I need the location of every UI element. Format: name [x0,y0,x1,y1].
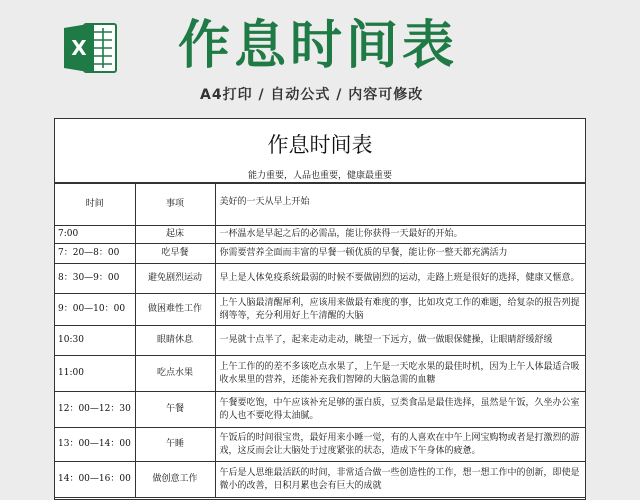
row-desc[interactable]: 上午人脑最清醒犀利，应该用来做最有难度的事，比如攻克工作的难题，给复杂的报告列提纲等等，充分利用好上午清醒的大脑 [215,294,585,326]
row-time[interactable]: 9：00—10：00 [55,294,135,326]
row-item[interactable]: 吃点水果 [135,356,215,392]
row-desc[interactable]: 午餐要吃饱，中午应该补充足够的蛋白质，豆类食品是最佳选择，虽然是午饭，久坐办公室的人也不要吃得太油腻。 [215,392,585,428]
row-desc[interactable]: 上午工作的的差不多该吃点水果了，上午是一天吃水果的最佳时机，因为上午人体最适合吸收水果里的营养，还能补充我们智障的大脑急需的血糖 [215,356,585,392]
svg-text:X: X [71,36,87,60]
table-header-row [55,184,585,226]
row-desc[interactable]: 一晃就十点半了，起来走动走动，眺望一下远方，做一做眼保健操，让眼睛舒缓舒缓 [215,326,585,356]
sheet-subtitle[interactable]: 能力重要，人品也重要，健康最重要 [55,169,585,183]
banner [0,0,640,114]
row-time[interactable]: 12：00—12：30 [55,392,135,428]
table-row [55,392,585,428]
row-time[interactable]: 10:30 [55,326,135,356]
table-row [55,356,585,392]
row-time[interactable]: 13：00—14：00 [55,428,135,462]
row-time[interactable]: 7:00 [55,226,135,244]
row-desc[interactable]: 一杯温水是早起之后的必需品，能让你获得一天最好的开始。 [215,226,585,244]
spreadsheet [54,118,586,500]
table-row [55,244,585,264]
row-item[interactable]: 避免剧烈运动 [135,264,215,294]
table-row [55,226,585,244]
row-time[interactable]: 7：20—8：00 [55,244,135,264]
page-subtitle: A4打印 / 自动公式 / 内容可修改 [200,87,424,103]
row-time[interactable]: 14：00—16：00 [55,462,135,498]
row-time[interactable]: 8：30—9：00 [55,264,135,294]
row-item[interactable]: 午餐 [135,392,215,428]
table-row [55,264,585,294]
table-row [55,462,585,498]
row-desc[interactable]: 你需要营养全面而丰富的早餐一顿优质的早餐，能让你一整天都充满活力 [215,244,585,264]
page-title: 作息时间表 [178,16,459,76]
row-item[interactable]: 午睡 [135,428,215,462]
excel-logo-icon [64,22,118,74]
row-time[interactable]: 11:00 [55,356,135,392]
row-item[interactable]: 吃早餐 [135,244,215,264]
header-desc[interactable]: 美好的一天从早上开始 [215,184,585,226]
header-time[interactable]: 时间 [55,184,135,226]
sheet-title[interactable]: 作息时间表 [267,133,373,157]
table-row [55,428,585,462]
table-row [55,294,585,326]
row-desc[interactable]: 早上是人体免疫系统最弱的时候不要做剧烈的运动，走路上班是很好的选择，健康又惬意。 [215,264,585,294]
row-item[interactable]: 眼睛休息 [135,326,215,356]
row-desc[interactable]: 午后是人思维最活跃的时间，非常适合做一些创造性的工作，想一想工作中的创新，即使是微小的改善，日积月累也会有巨大的成就 [215,462,585,498]
table-row [55,326,585,356]
row-desc[interactable]: 午饭后的时间很宝贵，最好用来小睡一觉，有的人喜欢在中午上网宝购物或者是打激烈的游戏，这反而会让大脑处于过度紧张的状态，造成下午身体的疲惫。 [215,428,585,462]
schedule-table [55,183,585,498]
row-item[interactable]: 做创意工作 [135,462,215,498]
row-item[interactable]: 做困难性工作 [135,294,215,326]
row-item[interactable]: 起床 [135,226,215,244]
header-item[interactable]: 事项 [135,184,215,226]
